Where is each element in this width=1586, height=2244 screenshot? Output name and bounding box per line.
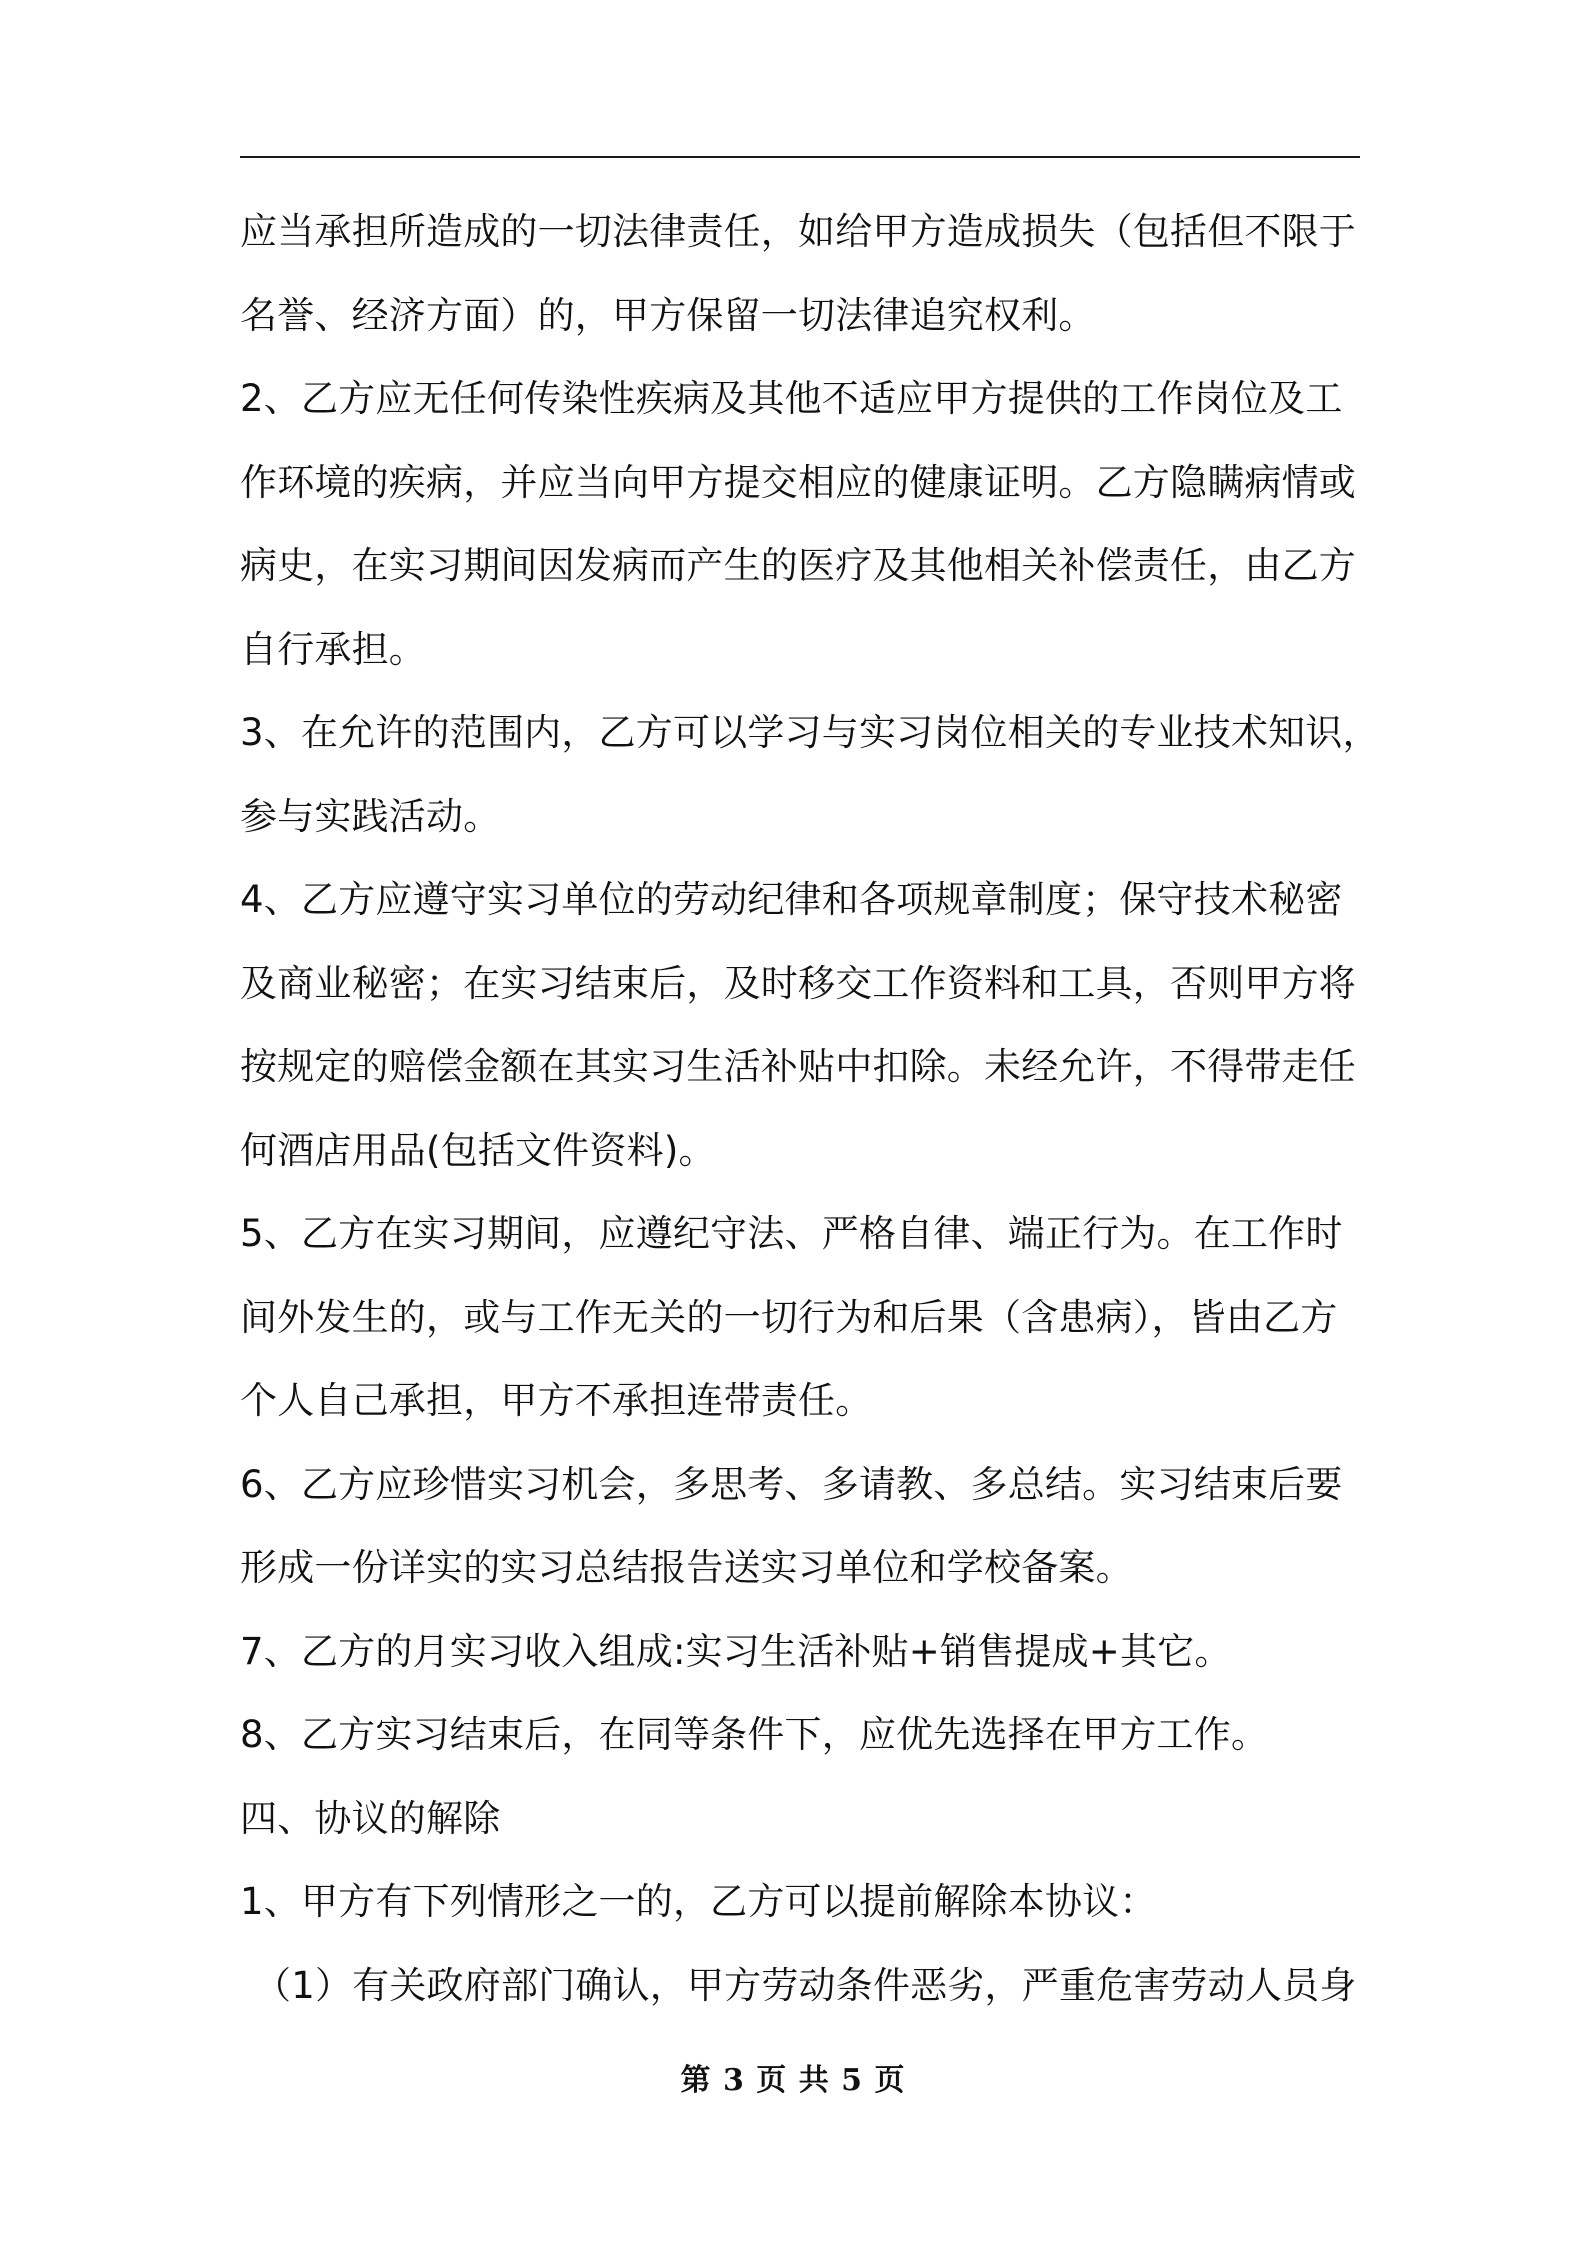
paragraph-line: 形成一份详实的实习总结报告送实习单位和学校备案。 <box>240 1546 1133 1589</box>
paragraph-line: 作环境的疾病，并应当向甲方提交相应的健康证明。乙方隐瞒病情或 <box>240 460 1356 504</box>
paragraph-line: 4、乙方应遵守实习单位的劳动纪律和各项规章制度；保守技术秘密 <box>240 878 1343 921</box>
paragraph-line: 2、乙方应无任何传染性疾病及其他不适应甲方提供的工作岗位及工 <box>240 377 1343 420</box>
paragraph-line: 何酒店用品(包括文件资料)。 <box>240 1128 716 1172</box>
paragraph-line: 7、乙方的月实习收入组成:实习生活补贴+销售提成+其它。 <box>240 1629 1232 1673</box>
section-heading: 四、协议的解除 <box>240 1796 501 1840</box>
paragraph-line: 及商业秘密；在实习结束后，及时移交工作资料和工具，否则甲方将 <box>240 961 1356 1005</box>
paragraph-line: 名誉、经济方面）的，甲方保留一切法律追究权利。 <box>240 293 1096 337</box>
paragraph-line: 参与实践活动。 <box>240 794 501 838</box>
paragraph-line: 间外发生的，或与工作无关的一切行为和后果（含患病），皆由乙方 <box>240 1295 1338 1339</box>
paragraph-line: 3、在允许的范围内，乙方可以学习与实习岗位相关的专业技术知识， <box>240 711 1380 754</box>
paragraph-line: 自行承担。 <box>240 627 426 671</box>
paragraph-line: 应当承担所造成的一切法律责任，如给甲方造成损失（包括但不限于 <box>240 210 1356 253</box>
paragraph-line: 1、甲方有下列情形之一的，乙方可以提前解除本协议： <box>240 1880 1157 1923</box>
page-number-footer: 第 3 页 共 5 页 <box>680 2063 906 2098</box>
paragraph-line: 病史，在实习期间因发病而产生的医疗及其他相关补偿责任，由乙方 <box>240 544 1356 587</box>
paragraph-line: 按规定的赔偿金额在其实习生活补贴中扣除。未经允许，不得带走任 <box>240 1045 1356 1088</box>
header-rule <box>240 156 1360 158</box>
document-body <box>240 190 1380 2027</box>
paragraph-line: （1）有关政府部门确认，甲方劳动条件恶劣，严重危害劳动人员身 <box>254 1963 1357 2007</box>
paragraph-line: 8、乙方实习结束后，在同等条件下，应优先选择在甲方工作。 <box>240 1713 1269 1756</box>
paragraph-line: 个人自己承担，甲方不承担连带责任。 <box>240 1379 873 1422</box>
paragraph-line: 5、乙方在实习期间，应遵纪守法、严格自律、端正行为。在工作时 <box>240 1212 1343 1255</box>
paragraph-line: 6、乙方应珍惜实习机会，多思考、多请教、多总结。实习结束后要 <box>240 1462 1343 1506</box>
